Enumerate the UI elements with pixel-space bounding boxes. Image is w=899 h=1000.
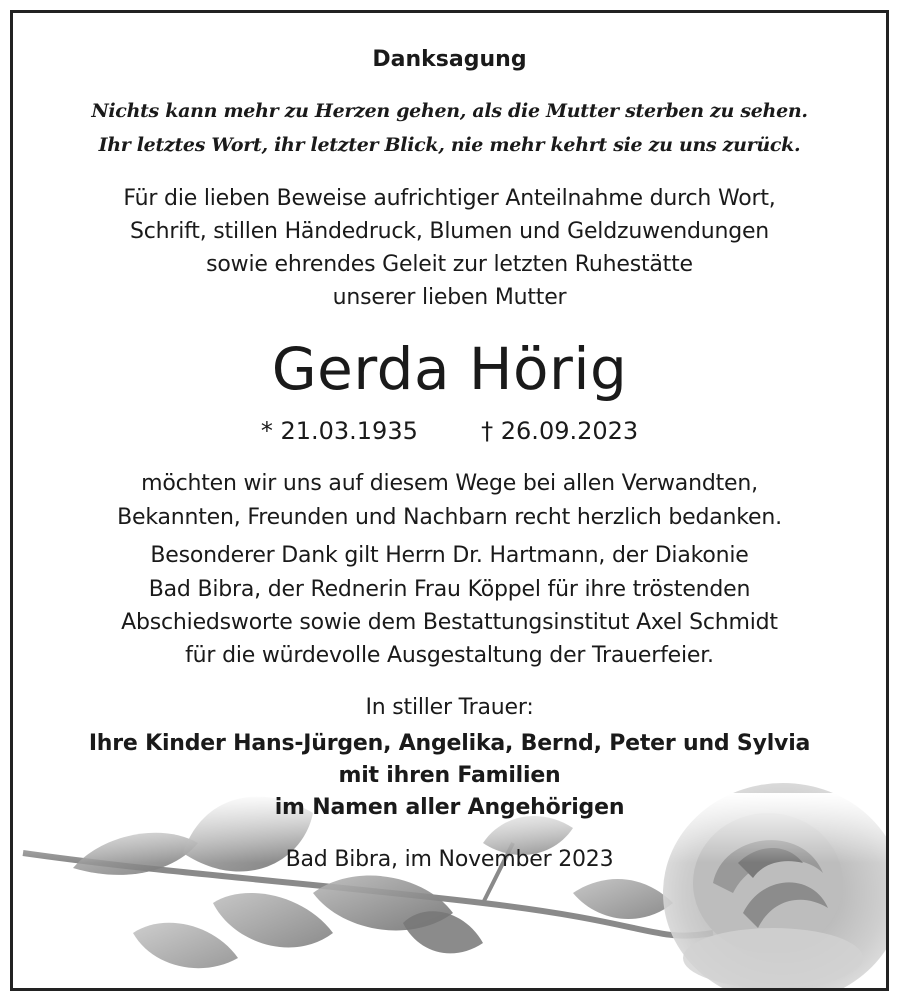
special-thanks-line-2: Bad Bibra, der Rednerin Frau Köppel für ihre tröstenden [148, 577, 751, 602]
special-thanks-line-1: Besonderer Dank gilt Herrn Dr. Hartmann, der Diakonie [150, 543, 749, 568]
deceased-name: Gerda Hörig [271, 335, 628, 403]
intro-line-1: Für die lieben Beweise aufrichtiger Anteilnahme durch Wort, [123, 186, 776, 211]
thanks-line-1: möchten wir uns auf diesem Wege bei allen Verwandten, [141, 471, 758, 496]
intro-line-4: unserer lieben Mutter [332, 285, 567, 310]
life-dates [13, 417, 886, 445]
special-thanks-line-4: für die würdevolle Ausgestaltung der Trauerfeier. [185, 643, 714, 668]
signatories-line-2: mit ihren Familien [338, 763, 561, 788]
quote-line-1: Nichts kann mehr zu Herzen gehen, als die Mutter sterben zu sehen. [91, 100, 808, 122]
intro-line-2: Schrift, stillen Händedruck, Blumen und Geldzuwendungen [129, 219, 770, 244]
birth-date: * 21.03.1935 [260, 417, 418, 445]
rose-image [13, 13, 886, 988]
signatories-line-1: Ihre Kinder Hans-Jürgen, Angelika, Bernd, Peter und Sylvia [88, 731, 811, 756]
obituary-notice [10, 10, 889, 991]
intro-line-3: sowie ehrendes Geleit zur letzten Ruhestätte [206, 252, 693, 277]
death-date: † 26.09.2023 [481, 417, 639, 445]
mourning-label: In stiller Trauer: [365, 695, 534, 720]
quote-line-2: Ihr letztes Wort, ihr letzter Blick, nie mehr kehrt sie zu uns zurück. [98, 134, 801, 156]
special-thanks-line-3: Abschiedsworte sowie dem Bestattungsinstitut Axel Schmidt [121, 610, 778, 635]
thanks-line-2: Bekannten, Freunden und Nachbarn recht herzlich bedanken. [117, 505, 782, 530]
signatories-line-3: im Namen aller Angehörigen [274, 795, 625, 820]
place-date: Bad Bibra, im November 2023 [285, 847, 614, 872]
heading: Danksagung [372, 47, 527, 72]
